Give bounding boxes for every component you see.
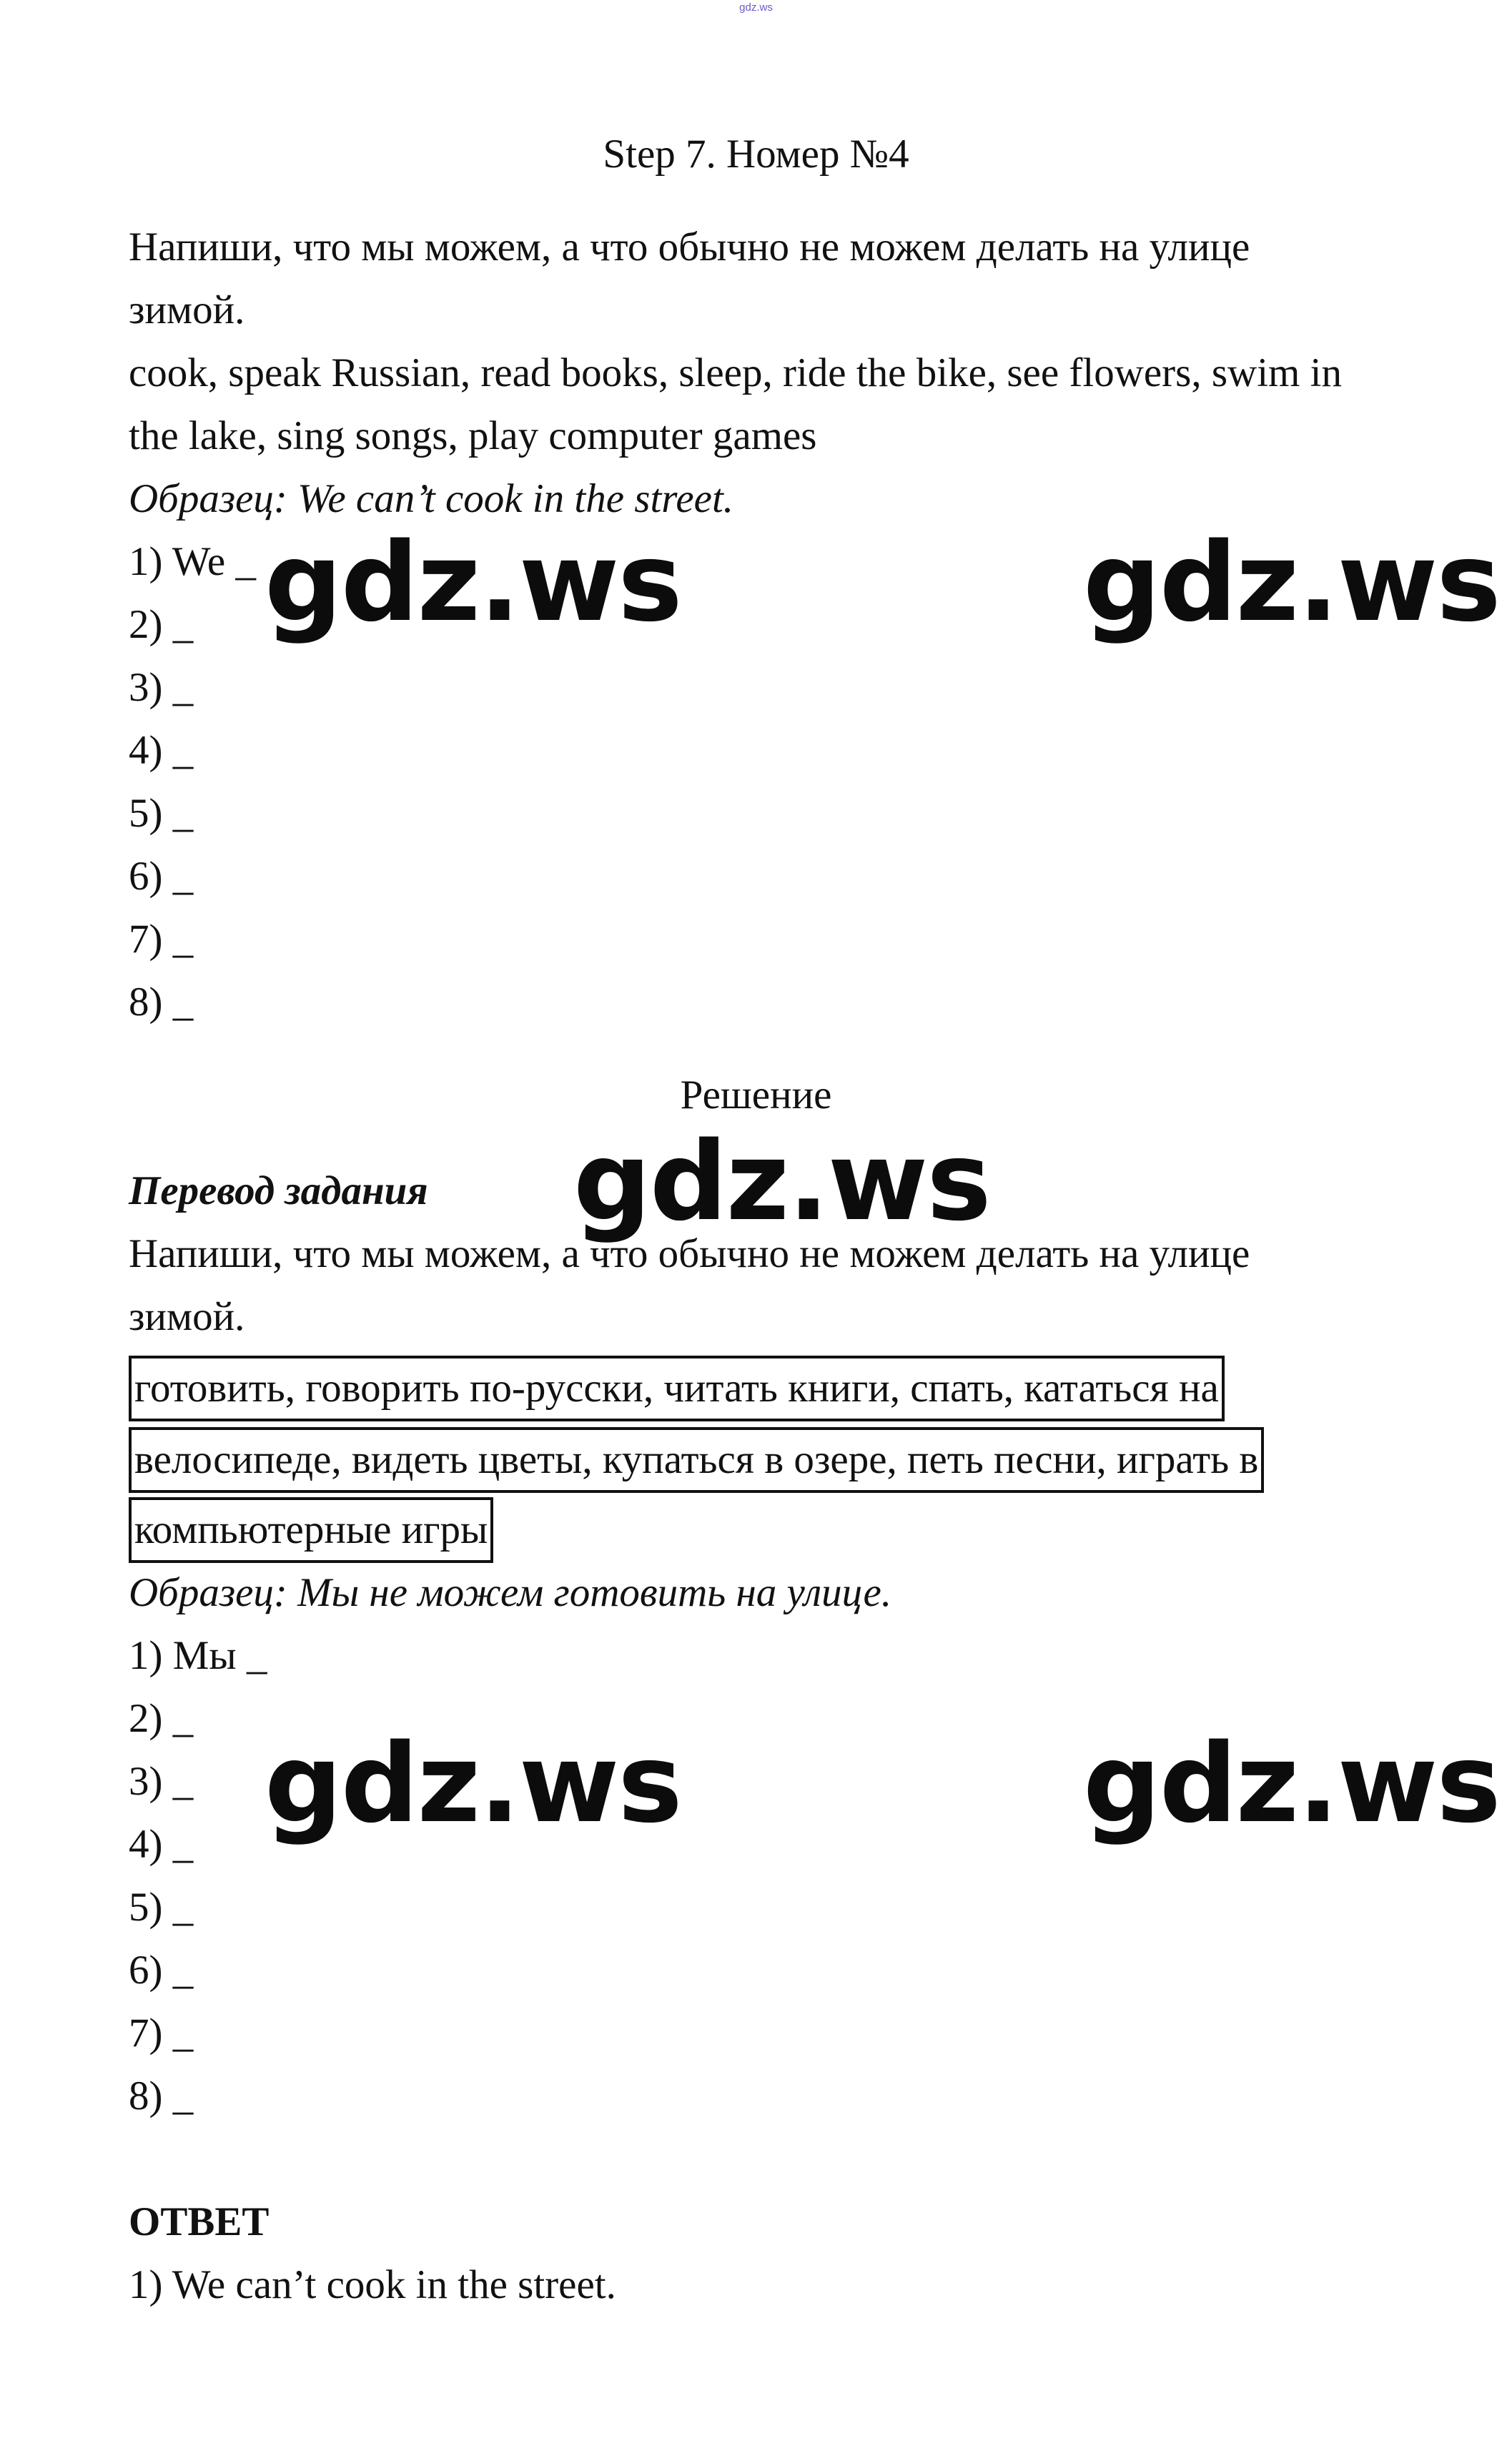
translation-heading: Перевод задания — [129, 1168, 428, 1213]
watermark: gdz.ws — [265, 1720, 681, 1847]
answer-heading: ОТВЕТ — [129, 2199, 270, 2244]
task-text-line-2: зимой. — [129, 287, 245, 332]
translation-item: 7) _ — [129, 2011, 194, 2056]
task-item: 6) _ — [129, 854, 194, 899]
word-list-line-1: cook, speak Russian, read books, sleep, ride the bike, see flowers, swim in — [129, 350, 1342, 395]
translation-example: Образец: Мы не можем готовить на улице. — [129, 1570, 892, 1615]
task-text-line-1: Напиши, что мы можем, а что обычно не можем делать на улице — [129, 225, 1250, 270]
translation-word-box-line-1: готовить, говорить по-русски, читать книги, спать, кататься на — [129, 1356, 1225, 1421]
translation-item: 2) _ — [129, 1696, 194, 1741]
task-item: 8) _ — [129, 980, 194, 1025]
watermark: gdz.ws — [1083, 1720, 1500, 1847]
translation-word-box-line-2: велосипеде, видеть цветы, купаться в озере, петь песни, играть в — [129, 1427, 1264, 1493]
translation-word-box-line-3: компьютерные игры — [129, 1497, 493, 1563]
page-title: Step 7. Номер №4 — [603, 132, 909, 177]
watermark: gdz.ws — [265, 519, 681, 646]
task-item: 2) _ — [129, 602, 194, 647]
translation-item: 4) _ — [129, 1822, 194, 1867]
word-list-line-2: the lake, sing songs, play computer games — [129, 413, 817, 458]
watermark: gdz.ws — [573, 1118, 990, 1245]
header-watermark: gdz.ws — [739, 1, 773, 14]
translation-item: 1) Мы _ — [129, 1633, 267, 1678]
solution-heading: Решение — [680, 1072, 832, 1118]
translation-item: 6) _ — [129, 1948, 194, 1993]
task-item: 1) We _ — [129, 539, 256, 584]
translation-text-line-2: зимой. — [129, 1294, 245, 1339]
task-example: Образец: We can’t cook in the street. — [129, 476, 734, 521]
task-item: 3) _ — [129, 665, 194, 710]
task-item: 5) _ — [129, 791, 194, 836]
watermark: gdz.ws — [1083, 519, 1500, 646]
translation-item: 3) _ — [129, 1759, 194, 1804]
translation-item: 8) _ — [129, 2073, 194, 2119]
task-item: 4) _ — [129, 728, 194, 773]
translation-text-line-1: Напиши, что мы можем, а что обычно не можем делать на улице — [129, 1231, 1250, 1276]
answer-line: 1) We can’t cook in the street. — [129, 2262, 616, 2307]
translation-item: 5) _ — [129, 1885, 194, 1930]
task-item: 7) _ — [129, 917, 194, 962]
